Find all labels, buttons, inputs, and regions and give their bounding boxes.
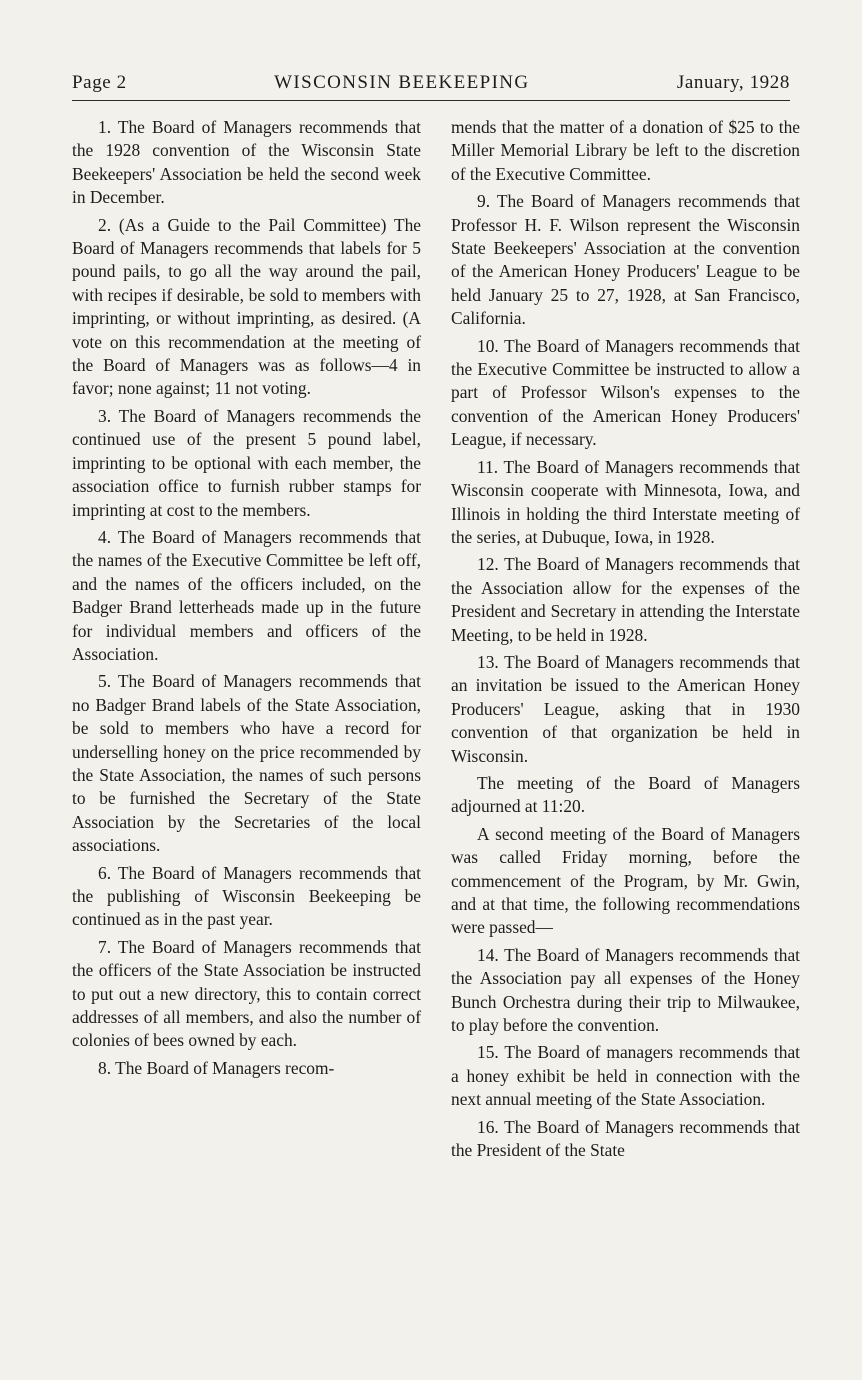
second-meeting: A second meeting of the Board of Managers was called Friday morning, before the commencement of the Program, by Mr. Gwin, and at that time, the following recommendations were passed— xyxy=(451,823,800,938)
recommendation-11: 11. The Board of Managers recommends that Wisconsin cooperate with Minnesota, Iowa, and Illinois in holding the third Interstate meeting of the series, at Dubuque, Iowa, in 1928. xyxy=(451,456,800,547)
recommendation-10: 10. The Board of Managers recommends that the Executive Committee be instructed to allow a part of Professor Wilson's expenses to the convention of the American Honey Producers' League, if necessary. xyxy=(451,335,800,450)
recommendation-8-start: 8. The Board of Managers recom- xyxy=(98,1057,335,1078)
recommendation-12: 12. The Board of Managers recommends that the Association allow for the expenses of the President and Secretary in attending the Interstate Meeting, to be held in 1928. xyxy=(451,554,800,645)
issue-date: January, 1928 xyxy=(676,72,790,93)
recommendation-15: 15. The Board of managers recommends that a honey exhibit be held in connection with the next annual meeting of the State Association. xyxy=(451,1042,800,1110)
left-column xyxy=(72,116,421,1166)
recommendation-5: 5. The Board of Managers recommends that no Badger Brand labels of the State Association, be sold to members who have a record for underselling honey on the price recommended by the State Association, the names of such persons to be furnished the Secretary of the State Association by the Secretaries of the local associations. xyxy=(72,671,421,856)
recommendation-3: 3. The Board of Managers recommends the continued use of the present 5 pound label, imprinting to be optional with each member, the association office to furnish rubber stamps for imprinting at cost to the members. xyxy=(72,405,421,520)
meeting-adjourned: The meeting of the Board of Managers adjourned at 11:20. xyxy=(451,772,800,817)
recommendation-13: 13. The Board of Managers recommends that an invitation be issued to the American Honey Producers' League, asking that in 1930 convention of that organization be held in Wisconsin. xyxy=(451,651,800,766)
recommendation-1: 1. The Board of Managers recommends that the 1928 convention of the Wisconsin State Beekeepers' Association be held the second week in December. xyxy=(72,117,421,208)
text-columns xyxy=(72,116,800,1166)
recommendation-9: 9. The Board of Managers recommends that Professor H. F. Wilson represent the Wisconsin State Beekeepers' Association at the convention of the American Honey Producers' League to be held January 25 to 27, 1928, at San Francisco, California. xyxy=(451,191,800,329)
recommendation-4: 4. The Board of Managers recommends that the names of the Executive Committee be left off, and the names of the officers included, on the Badger Brand letterheads made up in the future for individual members and officers of the Association. xyxy=(72,526,421,664)
right-column xyxy=(451,116,800,1166)
page-header xyxy=(72,72,790,101)
recommendation-16-start: 16. The Board of Managers recommends that the President of the State xyxy=(451,1116,800,1161)
publication-title: WISCONSIN BEEKEEPING xyxy=(274,72,530,93)
recommendation-7: 7. The Board of Managers recommends that the officers of the State Association be instructed to put out a new directory, this to contain correct addresses of all members, and also the number of colonies of bees owned by each. xyxy=(72,936,421,1051)
recommendation-14: 14. The Board of Managers recommends that the Association pay all expenses of the Honey Bunch Orchestra during their trip to Milwaukee, to play before the convention. xyxy=(451,944,800,1036)
page-number: Page 2 xyxy=(72,72,127,93)
recommendation-6: 6. The Board of Managers recommends that the publishing of Wisconsin Beekeeping be continued as in the past year. xyxy=(72,862,421,930)
recommendation-8-continued: mends that the matter of a donation of $25 to the Miller Memorial Library be left to the discretion of the Executive Committee. xyxy=(451,117,800,184)
recommendation-2: 2. (As a Guide to the Pail Committee) The Board of Managers recommends that labels for 5 pound pails, to go all the way around the pail, with recipes if desirable, be sold to members with imprinting, or without imprinting, as desired. (A vote on this recommendation at the meeting of the Board of Managers was as follows—4 in favor; none against; 11 not voting. xyxy=(72,214,421,399)
